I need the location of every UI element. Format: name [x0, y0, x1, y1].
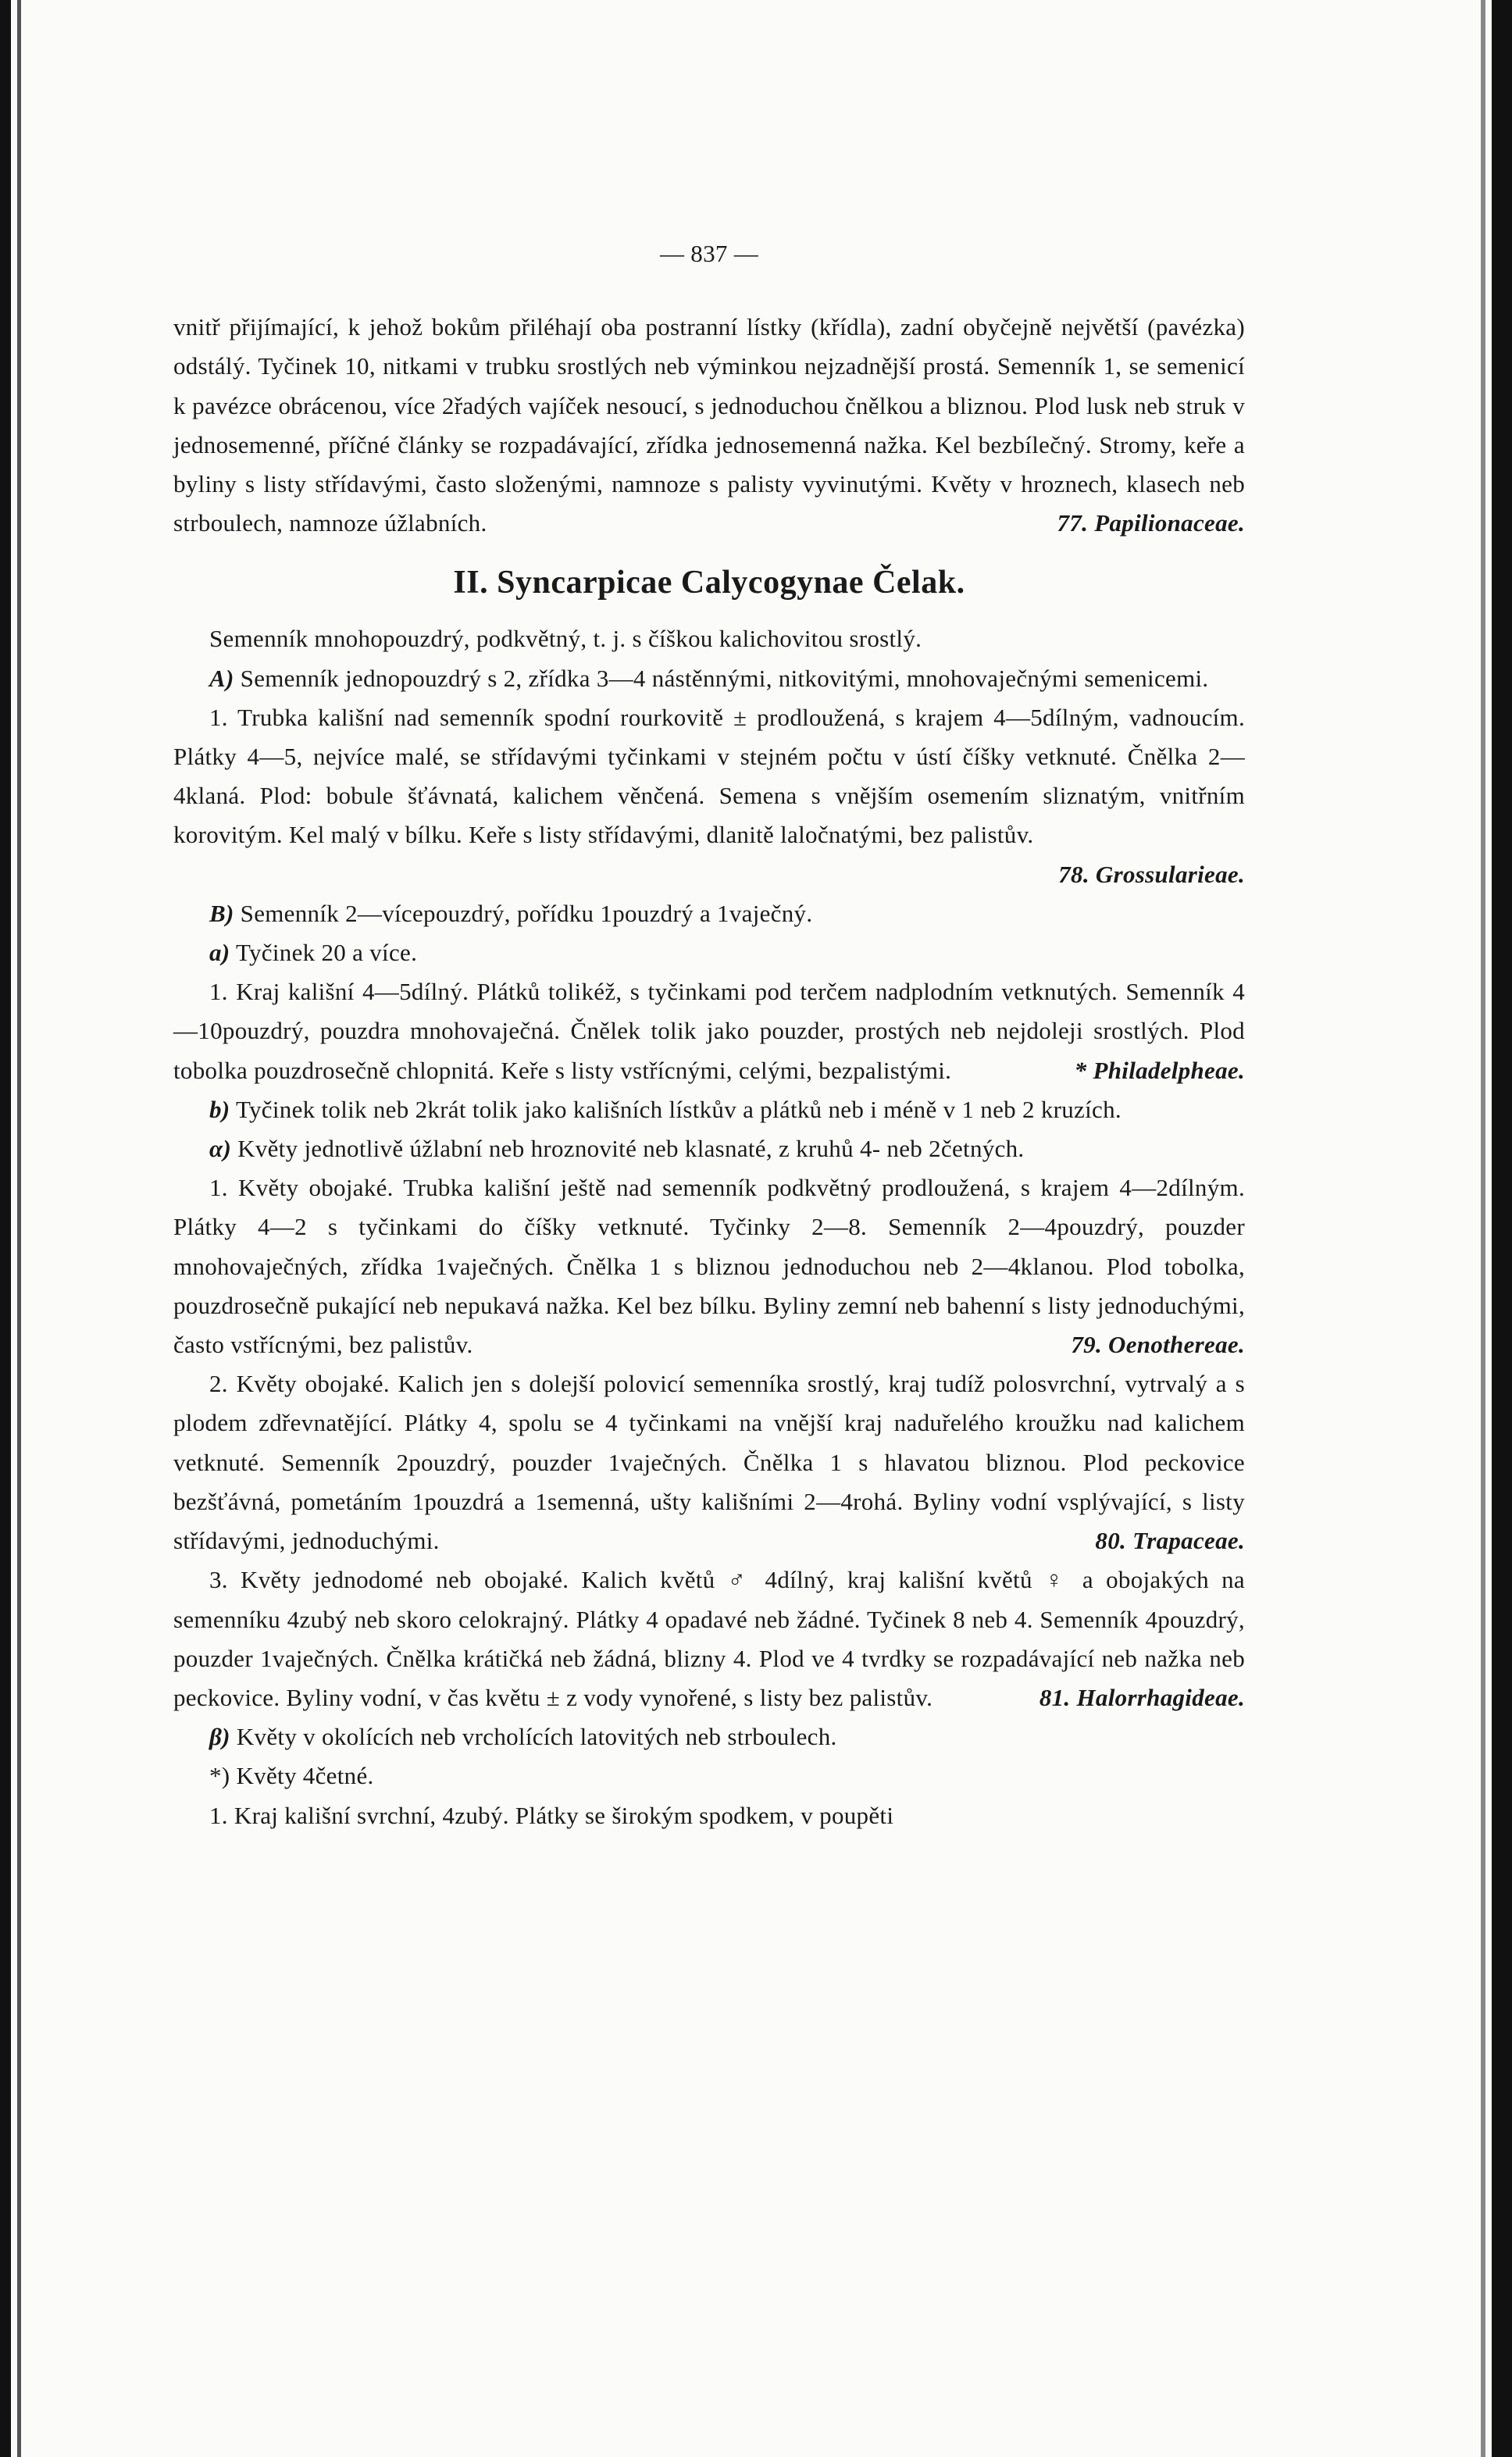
key-mark: B)	[209, 899, 234, 927]
paragraph-text: 1. Květy obojaké. Trubka kališní ještě nad semenník podkvětný prodloužená, s krajem 4—2dílným. Plátky 4—2 s tyčinkami do číšky vetknuté. Tyčinky 2—8. Semenník 2—4pouzdrý, pouzder mnohovaječných, zřídka 1vaječných. Čnělka 1 s bliznou jednoduchou neb 2—4klanou. Plod tobolka, pouzdrosečně pukající neb nepukavá nažka. Kel bez bílku. Byliny zemní neb bahenní s listy jednoduchými, často vstřícnými, bez palistův.	[173, 1174, 1245, 1359]
paragraph-text: 2. Květy obojaké. Kalich jen s dolejší polovicí semenníka srostlý, kraj tudíž polosvrchní, vytrvalý a s plodem zdřevnatějící. Plátky 4, spolu se 4 tyčinkami na vnější kraj naduřelého kroužku nad kalichem vetknuté. Semenník 2pouzdrý, pouzder 1vaječných. Čnělka 1 s hlavatou bliznou. Plod peckovice bezšťávná, pometáním 1pouzdrá a 1semenná, ušty kališními 2—4rohá. Byliny vodní vsplývající, s listy střídavými, jednoduchými.	[173, 1370, 1245, 1555]
paragraph-alpha	[173, 1129, 1245, 1168]
paragraph-papilionaceae	[173, 308, 1245, 543]
paragraph-philadelpheae	[173, 972, 1245, 1090]
family-name: 81. Halorrhagideae.	[1039, 1683, 1245, 1711]
paragraph-beta	[173, 1717, 1245, 1756]
family-name: 78. Grossularieae.	[1058, 860, 1245, 888]
paragraph-text: Semenník jednopouzdrý s 2, zřídka 3—4 nástěnnými, nitkovitými, mnohovaječnými semenicemi.	[240, 664, 1209, 692]
paragraph-text: Květy jednotlivě úžlabní neb hroznovité neb klasnaté, z kruhů 4- neb 2četných.	[237, 1135, 1025, 1163]
paragraph-b	[173, 1090, 1245, 1129]
paragraph-text: Květy 4četné.	[236, 1762, 374, 1790]
scan-edge-right-line	[1481, 0, 1485, 2457]
paragraph-text: Tyčinek tolik neb 2krát tolik jako kališních lístkův a plátků neb i méně v 1 neb 2 kruzích.	[235, 1095, 1122, 1123]
key-mark: b)	[209, 1095, 230, 1123]
paragraph-text: Semenník 2—vícepouzdrý, pořídku 1pouzdrý a 1vaječný.	[240, 899, 813, 927]
family-name: 79. Oenothereae.	[1071, 1331, 1245, 1359]
paragraph-definition: Semenník mnohopouzdrý, podkvětný, t. j. s číškou kalichovitou srostlý.	[209, 625, 922, 653]
key-mark: *)	[209, 1762, 230, 1790]
section-heading: II. Syncarpicae Calycogynae Čelak.	[453, 565, 965, 601]
paragraph-trapaceae	[173, 1364, 1245, 1560]
paragraph-last: 1. Kraj kališní svrchní, 4zubý. Plátky se širokým spodkem, v poupěti	[209, 1801, 894, 1829]
family-name: * Philadelpheae.	[1074, 1056, 1245, 1084]
scan-edge-left	[0, 0, 11, 2457]
paragraph-A	[173, 659, 1245, 698]
paragraph-text: 1. Trubka kališní nad semenník spodní rourkovitě ± prodloužená, s krajem 4—5dílným, vadnoucím. Plátky 4—5, nejvíce malé, se střídavými tyčinkami v stejném počtu v ústí číšky vetknuté. Čnělka 2—4klaná. Plod: bobule šťávnatá, kalichem věnčená. Semena s vnějším osemením sliznatým, vnitřním korovitým. Kel malý v bílku. Keře s listy střídavými, dlanitě laločnatými, bez palistův.	[173, 703, 1245, 849]
paragraph-text: Květy v okolících neb vrcholících latovitých neb strboulech.	[236, 1723, 837, 1751]
paragraph-grossularieae	[173, 698, 1245, 855]
paragraph-halorrhagideae	[173, 1560, 1245, 1717]
paragraph-text: Tyčinek 20 a více.	[235, 939, 418, 967]
scan-edge-right	[1492, 0, 1512, 2457]
paragraph-text: 1. Kraj kališní 4—5dílný. Plátků tolikéž, s tyčinkami pod terčem nadplodním vetknutých. Semenník 4—10pouzdrý, pouzdra mnohovaječná. Čnělek tolik jako pouzder, prostých neb nejdoleji srostlých. Plod tobolka pouzdrosečně chlopnitá. Keře s listy vstřícnými, celými, bezpalistými.	[173, 978, 1245, 1084]
paragraph-text: 3. Květy jednodomé neb obojaké. Kalich květů ♂ 4dílný, kraj kališní květů ♀ a obojakých na semenníku 4zubý neb skoro celokrajný. Plátky 4 opadavé neb žádné. Tyčinek 8 neb 4. Semenník 4pouzdrý, pouzder 1vaječných. Čnělka krátičká neb žádná, blizny 4. Plod ve 4 tvrdky se rozpadávající neb nažka neb peckovice. Byliny vodní, v čas květu ± z vody vynořené, s listy bez palistův.	[173, 1566, 1245, 1711]
paragraph-text: vnitř přijímající, k jehož bokům přiléhají oba postranní lístky (křídla), zadní obyčejně největší (pavézka) odstálý. Tyčinek 10, nitkami v trubku srostlých neb výminkou nejzadnější prostá. Semenník 1, se semenicí k pavézce obrácenou, více 2řadých vajíček nesoucí, s jednoduchou čnělkou a bliznou. Plod lusk neb struk v jednosemenné, příčné články se rozpadávající, zřídka jednosemenná nažka. Kel bezbílečný. Stromy, keře a byliny s listy střídavými, často složenými, namnoze s palisty vyvinutými. Květy v hroznech, klasech neb strboulech, namnoze úžlabních.	[173, 313, 1245, 537]
paragraph-star	[173, 1756, 1245, 1796]
family-name: 80. Trapaceae.	[1095, 1527, 1245, 1555]
family-name: 77. Papilionaceae.	[1057, 509, 1245, 537]
page-number: — 837 —	[659, 240, 759, 267]
key-mark: A)	[209, 664, 234, 692]
paragraph-a	[173, 933, 1245, 972]
page-text	[173, 234, 1245, 1835]
key-mark: β)	[209, 1723, 230, 1751]
key-mark: a)	[209, 939, 230, 967]
paragraph-B	[173, 894, 1245, 933]
paragraph-oenothereae	[173, 1168, 1245, 1364]
scan-edge-left-line	[17, 0, 21, 2457]
key-mark: α)	[209, 1135, 232, 1163]
